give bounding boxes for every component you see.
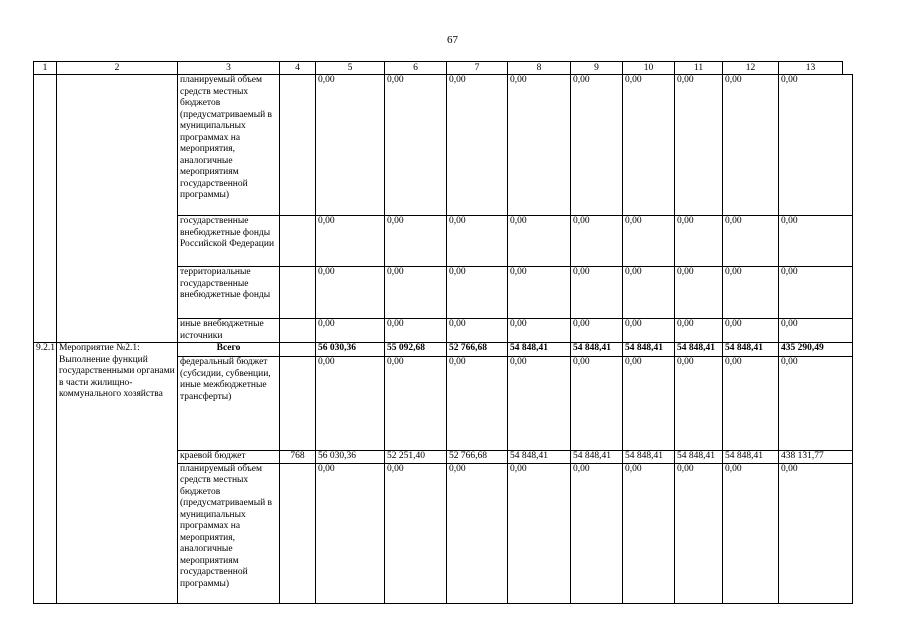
value-cell: 0,00 xyxy=(385,463,447,603)
value-cell: 54 848,41 xyxy=(675,343,723,357)
col-header-6: 6 xyxy=(385,62,447,75)
value-cell: 0,00 xyxy=(675,75,723,216)
value-cell: 0,00 xyxy=(623,267,675,319)
value-cell: 0,00 xyxy=(779,357,853,451)
value-cell: 0,00 xyxy=(508,267,571,319)
code-cell xyxy=(280,343,316,357)
value-cell: 54 848,41 xyxy=(623,343,675,357)
value-cell: 0,00 xyxy=(447,357,508,451)
item-name-cell: Мероприятие №2.1: Выполнение функций государственными органами в части жилищно-коммунального хозяйства xyxy=(57,343,178,604)
table-row xyxy=(34,75,853,216)
value-cell: 54 848,41 xyxy=(571,451,623,464)
value-cell: 0,00 xyxy=(571,463,623,603)
value-cell: 0,00 xyxy=(447,216,508,267)
value-cell: 0,00 xyxy=(623,463,675,603)
col-header-10: 10 xyxy=(623,62,675,75)
value-cell: 0,00 xyxy=(675,319,723,343)
value-cell: 54 848,41 xyxy=(675,451,723,464)
column-number-header xyxy=(33,61,843,75)
value-cell: 56 030,36 xyxy=(316,343,385,357)
value-cell: 0,00 xyxy=(447,75,508,216)
item-number-cell: 9.2.1 xyxy=(34,343,57,604)
value-cell: 55 092,68 xyxy=(385,343,447,357)
funding-table xyxy=(33,74,853,604)
code-cell xyxy=(280,463,316,603)
funding-source-cell: Всего xyxy=(178,343,280,357)
value-cell: 0,00 xyxy=(316,319,385,343)
value-cell: 0,00 xyxy=(316,75,385,216)
value-cell: 54 848,41 xyxy=(508,451,571,464)
value-cell: 0,00 xyxy=(779,75,853,216)
col-header-5: 5 xyxy=(316,62,385,75)
value-cell: 0,00 xyxy=(623,357,675,451)
funding-source-cell: территориальные государственные внебюджетные фонды xyxy=(178,267,280,319)
value-cell: 0,00 xyxy=(508,216,571,267)
code-cell xyxy=(280,267,316,319)
value-cell: 0,00 xyxy=(723,357,779,451)
code-cell xyxy=(280,357,316,451)
value-cell: 0,00 xyxy=(779,319,853,343)
value-cell: 0,00 xyxy=(623,216,675,267)
table-row xyxy=(34,343,853,357)
col-header-7: 7 xyxy=(447,62,508,75)
col-header-4: 4 xyxy=(280,62,316,75)
value-cell: 0,00 xyxy=(779,216,853,267)
value-cell: 54 848,41 xyxy=(508,343,571,357)
col-header-12: 12 xyxy=(723,62,779,75)
funding-source-cell: планируемый объем средств местных бюджетов (предусматриваемый в муниципальных программах на мероприятия, аналогичные мероприятиям государственной программы) xyxy=(178,75,280,216)
value-cell: 0,00 xyxy=(779,463,853,603)
value-cell: 54 848,41 xyxy=(571,343,623,357)
value-cell: 54 848,41 xyxy=(623,451,675,464)
value-cell: 0,00 xyxy=(675,216,723,267)
value-cell: 0,00 xyxy=(571,267,623,319)
value-cell: 54 848,41 xyxy=(723,343,779,357)
value-cell: 0,00 xyxy=(779,267,853,319)
item-name-cell xyxy=(57,75,178,343)
value-cell: 0,00 xyxy=(447,319,508,343)
value-cell: 0,00 xyxy=(675,267,723,319)
value-cell: 0,00 xyxy=(385,216,447,267)
code-cell xyxy=(280,319,316,343)
value-cell: 0,00 xyxy=(571,357,623,451)
value-cell: 0,00 xyxy=(385,267,447,319)
value-cell: 52 251,40 xyxy=(385,451,447,464)
value-cell: 54 848,41 xyxy=(723,451,779,464)
value-cell: 0,00 xyxy=(316,463,385,603)
value-cell: 0,00 xyxy=(723,463,779,603)
value-cell: 0,00 xyxy=(385,75,447,216)
code-cell xyxy=(280,216,316,267)
value-cell: 0,00 xyxy=(623,75,675,216)
col-header-1: 1 xyxy=(34,62,57,75)
value-cell: 0,00 xyxy=(385,319,447,343)
funding-source-cell: государственные внебюджетные фонды Российской Федерации xyxy=(178,216,280,267)
value-cell: 0,00 xyxy=(675,357,723,451)
value-cell: 0,00 xyxy=(508,357,571,451)
col-header-8: 8 xyxy=(508,62,571,75)
col-header-11: 11 xyxy=(675,62,723,75)
value-cell: 52 766,68 xyxy=(447,343,508,357)
col-header-9: 9 xyxy=(571,62,623,75)
funding-source-cell: планируемый объем средств местных бюджетов (предусматриваемый в муниципальных программах на мероприятия, аналогичные мероприятиям государственной программы) xyxy=(178,463,280,603)
value-cell: 0,00 xyxy=(723,319,779,343)
value-cell: 0,00 xyxy=(447,463,508,603)
value-cell: 0,00 xyxy=(508,75,571,216)
value-cell: 438 131,77 xyxy=(779,451,853,464)
value-cell: 0,00 xyxy=(571,319,623,343)
value-cell: 0,00 xyxy=(385,357,447,451)
value-cell: 0,00 xyxy=(316,216,385,267)
col-header-3: 3 xyxy=(178,62,280,75)
value-cell: 0,00 xyxy=(447,267,508,319)
item-number-cell xyxy=(34,75,57,343)
value-cell: 0,00 xyxy=(316,267,385,319)
col-header-2: 2 xyxy=(57,62,178,75)
value-cell: 0,00 xyxy=(571,216,623,267)
value-cell: 0,00 xyxy=(508,319,571,343)
funding-source-cell: иные внебюджетные источники xyxy=(178,319,280,343)
code-cell xyxy=(280,75,316,216)
value-cell: 0,00 xyxy=(723,216,779,267)
value-cell: 435 290,49 xyxy=(779,343,853,357)
value-cell: 0,00 xyxy=(571,75,623,216)
value-cell: 56 030,36 xyxy=(316,451,385,464)
value-cell: 0,00 xyxy=(723,75,779,216)
value-cell: 0,00 xyxy=(675,463,723,603)
funding-source-cell: краевой бюджет xyxy=(178,451,280,464)
value-cell: 0,00 xyxy=(723,267,779,319)
value-cell: 0,00 xyxy=(316,357,385,451)
funding-source-cell: федеральный бюджет (субсидии, субвенции, иные межбюджетные трансферты) xyxy=(178,357,280,451)
value-cell: 52 766,68 xyxy=(447,451,508,464)
code-cell: 768 xyxy=(280,451,316,464)
value-cell: 0,00 xyxy=(508,463,571,603)
value-cell: 0,00 xyxy=(623,319,675,343)
page-number: 67 xyxy=(447,34,458,46)
col-header-13: 13 xyxy=(779,62,843,75)
